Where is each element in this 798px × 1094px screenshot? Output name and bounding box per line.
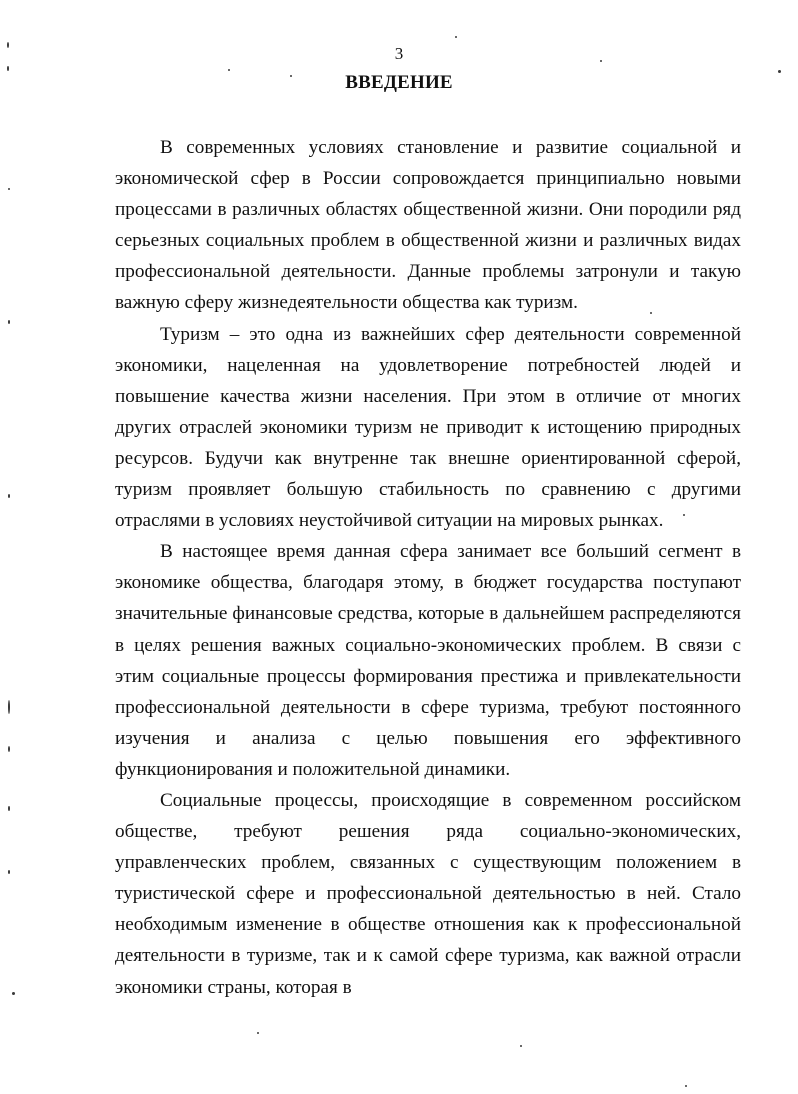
- scan-speck: [8, 806, 10, 811]
- section-heading: ВВЕДЕНИЕ: [345, 72, 453, 93]
- scan-speck: [8, 700, 10, 714]
- paragraph-3: В настоящее время данная сфера занимает все больший сегмент в экономике общества, благодаря этому, в бюджет государства поступают значительные финансовые средства, которые в дальнейшем распределяются в целях решения важных социально-экономических проблем. В связи с этим социальные процессы формирования престижа и привлекательности профессиональной деятельности в сфере туризма, требуют постоянного изучения и анализа с целью повышения его эффективного функционирования и положительной динамики.: [115, 541, 741, 780]
- scan-speck: [290, 75, 292, 77]
- scan-speck: [228, 69, 230, 71]
- scan-speck: [455, 36, 457, 38]
- scan-speck: [7, 42, 9, 48]
- document-body: [115, 132, 741, 1003]
- scan-speck: [683, 514, 685, 516]
- scan-speck: [650, 312, 652, 314]
- scan-speck: [257, 1032, 259, 1034]
- scan-speck: [600, 60, 602, 62]
- scan-speck: [8, 870, 10, 874]
- scan-speck: [8, 494, 10, 498]
- scan-speck: [8, 188, 10, 190]
- scan-speck: [685, 1085, 687, 1087]
- scan-speck: [778, 70, 781, 73]
- scan-speck: [520, 1045, 522, 1047]
- paragraph-4: Социальные процессы, происходящие в современном российском обществе, требуют решения ряда социально-экономических, управленческих проблем, связанных с существующим положением в туристической сфере и профессиональной деятельностью в ней. Стало необходимым изменение в обществе отношения как к профессиональной деятельности в туризме, так и к самой сфере туризма, как важной отрасли экономики страны, которая в: [115, 789, 741, 998]
- paragraph-1: В современных условиях становление и развитие социальной и экономической сфер в России сопровождается принципиально новыми процессами в различных областях общественной жизни. Они породили ряд серьезных социальных проблем в общественной жизни и различных видах профессиональной деятельности. Данные проблемы затронули и такую важную сферу жизнедеятельности общества как туризм.: [115, 137, 741, 314]
- scan-speck: [8, 320, 10, 324]
- scan-speck: [7, 66, 9, 71]
- paragraph-2: Туризм – это одна из важнейших сфер деятельности современной экономики, нацеленная на удовлетворение потребностей людей и повышение качества жизни населения. При этом в отличие от многих других отраслей экономики туризм не приводит к истощению природных ресурсов. Будучи как внутренне так внешне ориентированной сферой, туризм проявляет большую стабильность по сравнению с другими отраслями в условиях неустойчивой ситуации на мировых рынках.: [115, 323, 741, 532]
- scan-speck: [8, 746, 10, 752]
- page-number: 3: [394, 44, 404, 63]
- scan-speck: [12, 992, 15, 995]
